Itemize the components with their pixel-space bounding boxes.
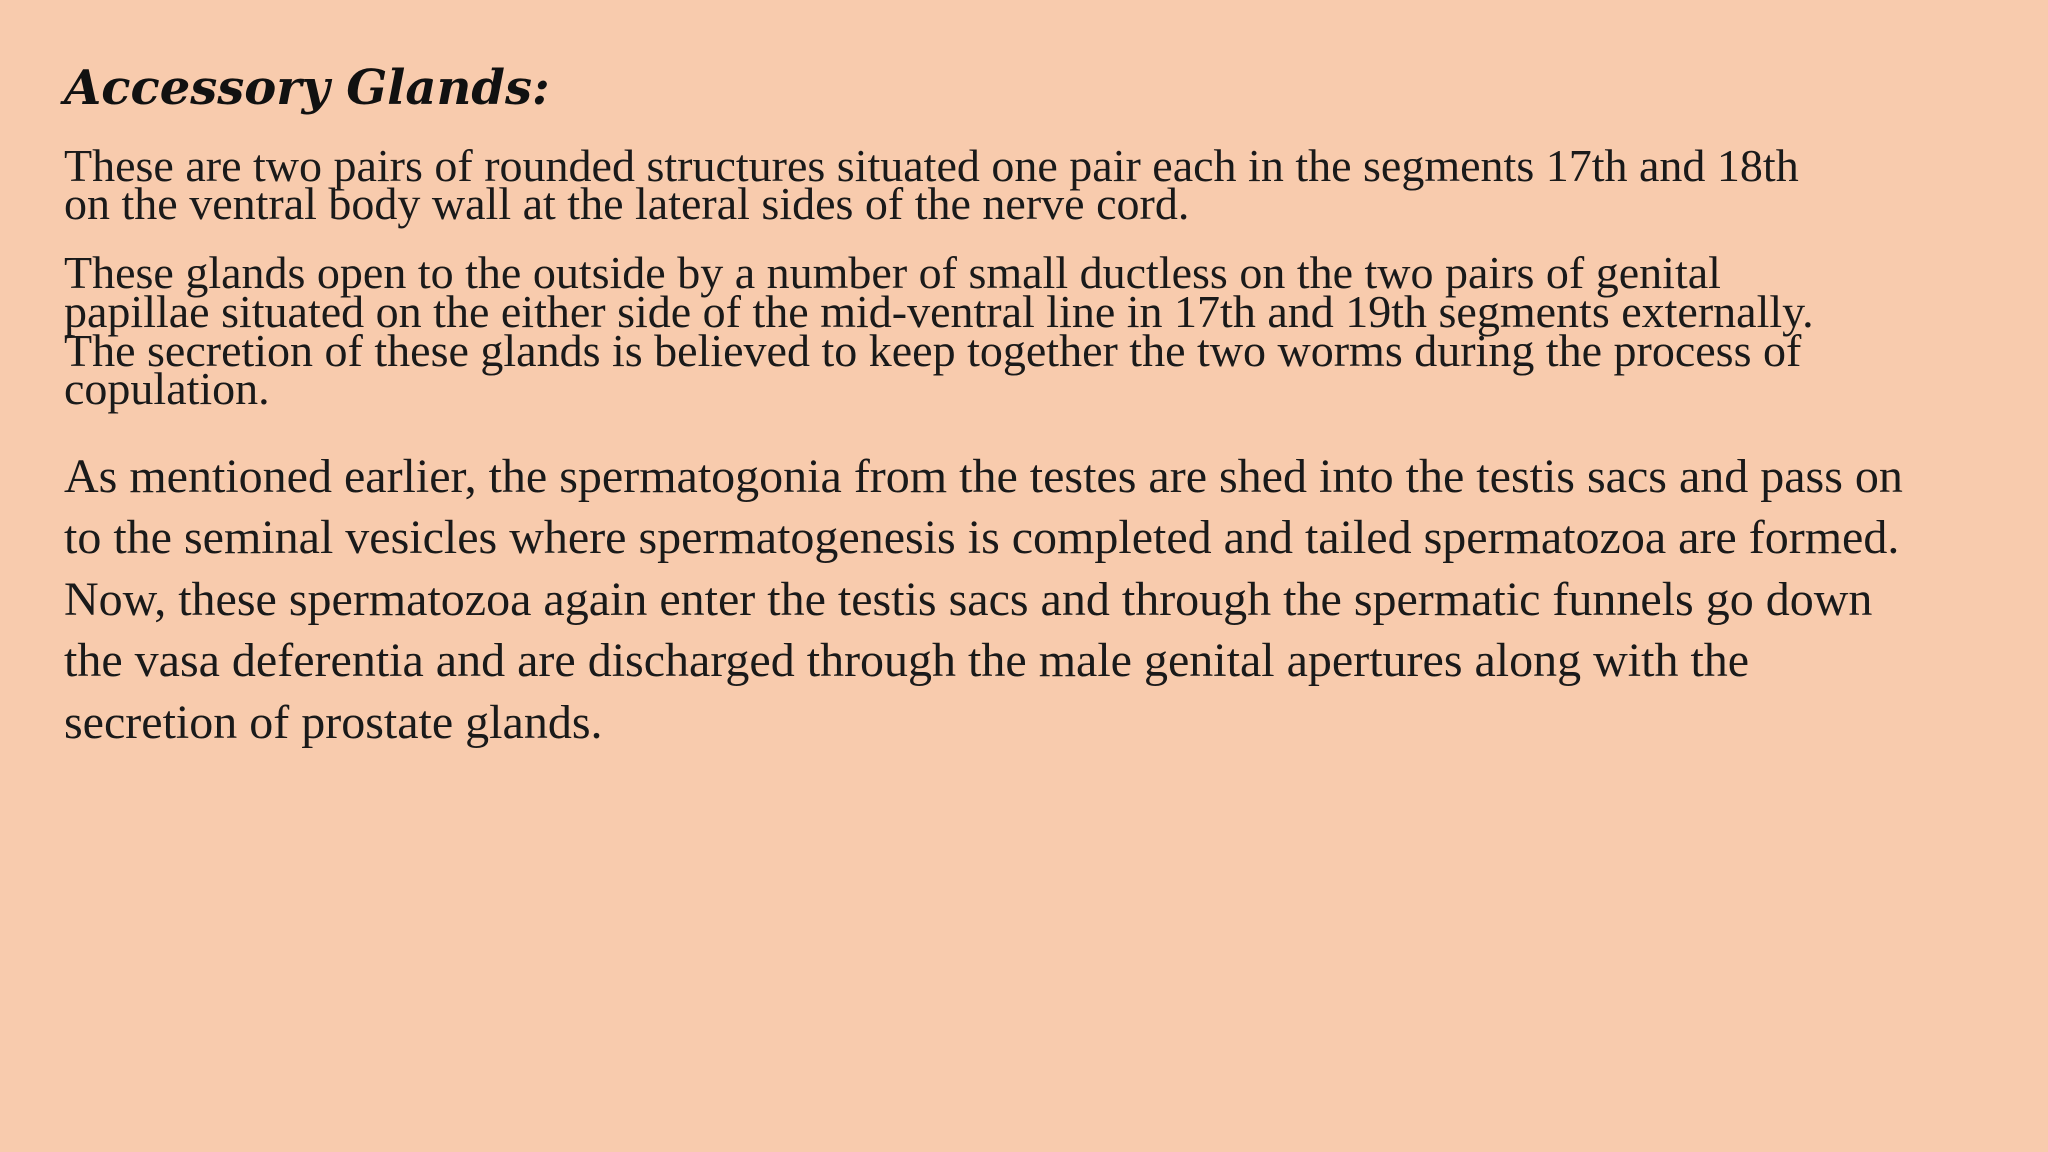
slide-heading: Accessory Glands: bbox=[64, 60, 550, 116]
paragraph-line: These glands open to the outside by a number of small ductless on the two pairs of genital bbox=[64, 247, 1721, 298]
paragraph-line: on the ventral body wall at the lateral sides of the nerve cord. bbox=[64, 178, 1190, 229]
paragraph-line: copulation. bbox=[64, 363, 270, 414]
paragraph-line: secretion of prostate glands. bbox=[64, 696, 603, 749]
paragraph-line: Now, these spermatozoa again enter the testis sacs and through the spermatic funnels go down bbox=[64, 573, 1873, 626]
paragraph-line: papillae situated on the either side of the mid-ventral line in 17th and 19th segments externally. bbox=[64, 286, 1814, 337]
paragraph-line: The secretion of these glands is believed to keep together the two worms during the process of bbox=[64, 325, 1802, 376]
paragraph-line: the vasa deferentia and are discharged through the male genital apertures along with the bbox=[64, 634, 1750, 687]
paragraph-line: to the seminal vesicles where spermatogenesis is completed and tailed spermatozoa are formed. bbox=[64, 511, 1900, 564]
paragraph-line: As mentioned earlier, the spermatogonia from the testes are shed into the testis sacs and pass on bbox=[64, 450, 1903, 503]
paragraph-line: These are two pairs of rounded structures situated one pair each in the segments 17th and 18th bbox=[64, 140, 1799, 191]
